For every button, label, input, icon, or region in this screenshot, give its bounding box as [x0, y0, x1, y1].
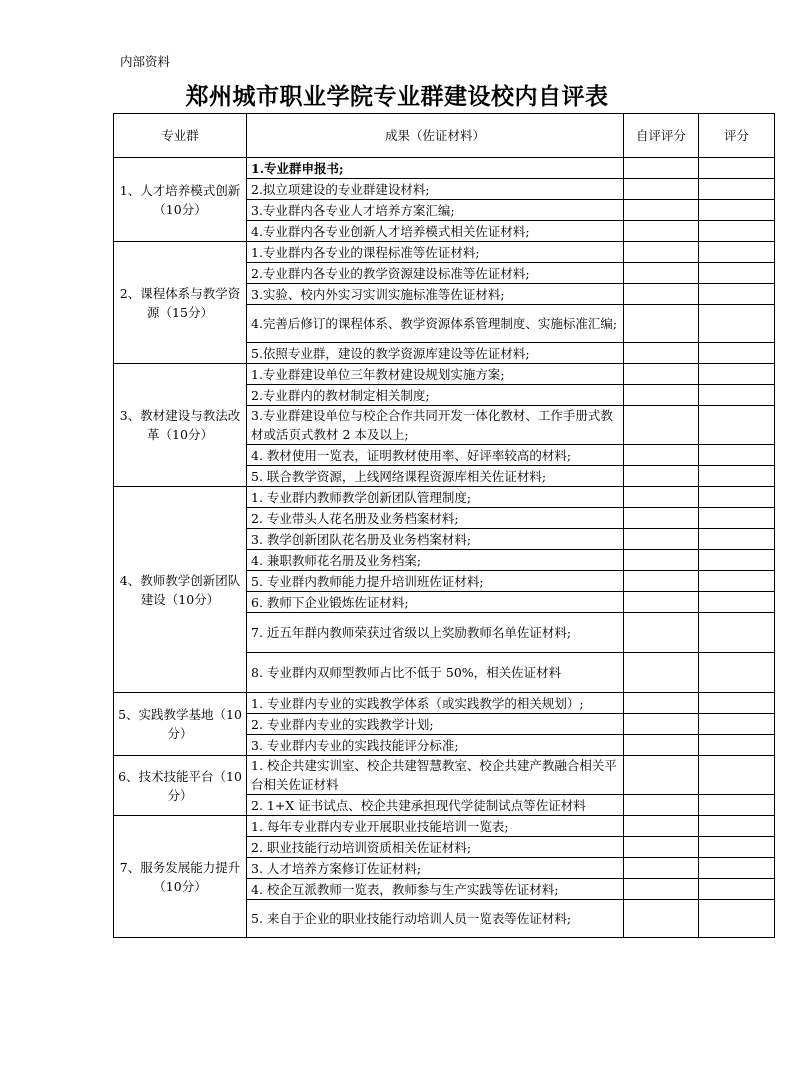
- evidence-item: 1. 每年专业群内专业开展职业技能培训一览表;: [247, 816, 624, 837]
- score-cell[interactable]: [699, 445, 775, 466]
- score-cell[interactable]: [699, 508, 775, 529]
- evidence-item: 1. 校企共建实训室、校企共建智慧教室、校企共建产教融合相关平台相关佐证材料: [247, 756, 624, 795]
- table-row: [114, 242, 775, 263]
- score-cell[interactable]: [699, 305, 775, 343]
- score-cell[interactable]: [699, 795, 775, 816]
- self-score-cell[interactable]: [624, 445, 699, 466]
- score-cell[interactable]: [699, 364, 775, 385]
- evidence-item: 5. 联合教学资源，上线网络课程资源库相关佐证材料;: [247, 466, 624, 487]
- evidence-item: 6. 教师下企业锻炼佐证材料;: [247, 592, 624, 613]
- category-cell: [114, 693, 247, 756]
- self-evaluation-table: [113, 113, 775, 938]
- self-score-cell[interactable]: [624, 179, 699, 200]
- score-cell[interactable]: [699, 735, 775, 756]
- evidence-item: 4. 教材使用一览表，证明教材使用率、好评率较高的材料;: [247, 445, 624, 466]
- self-score-cell[interactable]: [624, 343, 699, 364]
- score-cell[interactable]: [699, 816, 775, 837]
- category-cell: [114, 242, 247, 364]
- header-results: 成果（佐证材料）: [247, 114, 624, 158]
- self-score-cell[interactable]: [624, 529, 699, 550]
- header-self-score: 自评评分: [624, 114, 699, 158]
- self-score-cell[interactable]: [624, 487, 699, 508]
- table-row: [114, 816, 775, 837]
- table-row: [114, 487, 775, 508]
- category-cell: [114, 816, 247, 938]
- table-row: [114, 693, 775, 714]
- score-cell[interactable]: [699, 613, 775, 653]
- score-cell[interactable]: [699, 487, 775, 508]
- evidence-item: 4.完善后修订的课程体系、教学资源体系管理制度、实施标准汇编;: [247, 305, 624, 343]
- evidence-item: 2. 职业技能行动培训资质相关佐证材料;: [247, 837, 624, 858]
- score-cell[interactable]: [699, 263, 775, 284]
- header-row: [114, 114, 775, 158]
- self-score-cell[interactable]: [624, 508, 699, 529]
- score-cell[interactable]: [699, 466, 775, 487]
- evidence-item: 1.专业群申报书;: [247, 158, 624, 179]
- header-score: 评分: [699, 114, 775, 158]
- self-score-cell[interactable]: [624, 466, 699, 487]
- score-cell[interactable]: [699, 858, 775, 879]
- category-cell: [114, 756, 247, 816]
- score-cell[interactable]: [699, 200, 775, 221]
- evidence-item: 5.依照专业群，建设的教学资源库建设等佐证材料;: [247, 343, 624, 364]
- self-score-cell[interactable]: [624, 364, 699, 385]
- score-cell[interactable]: [699, 837, 775, 858]
- score-cell[interactable]: [699, 714, 775, 735]
- evidence-item: 2.拟立项建设的专业群建设材料;: [247, 179, 624, 200]
- evidence-item: 3. 人才培养方案修订佐证材料;: [247, 858, 624, 879]
- evidence-item: 3.专业群内各专业人才培养方案汇编;: [247, 200, 624, 221]
- evidence-item: 2. 专业群内专业的实践教学计划;: [247, 714, 624, 735]
- score-cell[interactable]: [699, 550, 775, 571]
- self-score-cell[interactable]: [624, 592, 699, 613]
- score-cell[interactable]: [699, 242, 775, 263]
- self-score-cell[interactable]: [624, 305, 699, 343]
- evidence-item: 1.专业群内各专业的课程标准等佐证材料;: [247, 242, 624, 263]
- self-score-cell[interactable]: [624, 221, 699, 242]
- evidence-item: 1. 专业群内教师教学创新团队管理制度;: [247, 487, 624, 508]
- self-score-cell[interactable]: [624, 735, 699, 756]
- self-score-cell[interactable]: [624, 879, 699, 900]
- category-label: 7、服务发展能力提升（10分）: [119, 859, 241, 894]
- evidence-item: 3. 教学创新团队花名册及业务档案材料;: [247, 529, 624, 550]
- self-score-cell[interactable]: [624, 756, 699, 795]
- header-group: 专业群: [114, 114, 247, 158]
- self-score-cell[interactable]: [624, 284, 699, 305]
- evidence-item: 2.专业群内各专业的教学资源建设标准等佐证材料;: [247, 263, 624, 284]
- category-label: 5、实践教学基地（10分）: [118, 707, 242, 741]
- score-cell[interactable]: [699, 158, 775, 179]
- score-cell[interactable]: [699, 529, 775, 550]
- score-cell[interactable]: [699, 592, 775, 613]
- self-score-cell[interactable]: [624, 653, 699, 693]
- table-body: [114, 158, 775, 938]
- evidence-item: 1. 专业群内专业的实践教学体系（或实践教学的相关规划）;: [247, 693, 624, 714]
- score-cell[interactable]: [699, 406, 775, 445]
- self-score-cell[interactable]: [624, 242, 699, 263]
- evidence-item: 4.专业群内各专业创新人才培养模式相关佐证材料;: [247, 221, 624, 242]
- score-cell[interactable]: [699, 179, 775, 200]
- evidence-item: 8. 专业群内双师型教师占比不低于 50%，相关佐证材料: [247, 653, 624, 693]
- score-cell[interactable]: [699, 571, 775, 592]
- evidence-item: 7. 近五年群内教师荣获过省级以上奖励教师名单佐证材料;: [247, 613, 624, 653]
- self-score-cell[interactable]: [624, 714, 699, 735]
- table-row: [114, 756, 775, 795]
- self-score-cell[interactable]: [624, 385, 699, 406]
- evidence-item: 3.专业群建设单位与校企合作共同开发一体化教材、工作手册式教材或活页式教材 2 本及以上;: [247, 406, 624, 445]
- category-label: 3、教材建设与教法改革（10分）: [119, 408, 241, 442]
- self-score-cell[interactable]: [624, 263, 699, 284]
- evidence-item: 3. 专业群内专业的实践技能评分标准;: [247, 735, 624, 756]
- evidence-item: 5. 来自于企业的职业技能行动培训人员一览表等佐证材料;: [247, 900, 624, 938]
- table-row: [114, 364, 775, 385]
- self-score-cell[interactable]: [624, 613, 699, 653]
- category-label: 4、教师教学创新团队建设（10分）: [119, 572, 241, 607]
- score-cell[interactable]: [699, 653, 775, 693]
- score-cell[interactable]: [699, 385, 775, 406]
- self-score-cell[interactable]: [624, 858, 699, 879]
- self-score-cell[interactable]: [624, 795, 699, 816]
- evidence-item: 3.实验、校内外实习实训实施标准等佐证材料;: [247, 284, 624, 305]
- score-cell[interactable]: [699, 879, 775, 900]
- self-score-cell[interactable]: [624, 571, 699, 592]
- category-cell: [114, 158, 247, 242]
- category-cell: [114, 364, 247, 487]
- score-cell[interactable]: [699, 900, 775, 938]
- evidence-item: 1.专业群建设单位三年教材建设规划实施方案;: [247, 364, 624, 385]
- score-cell[interactable]: [699, 343, 775, 364]
- evidence-item: 2. 1+X 证书试点、校企共建承担现代学徒制试点等佐证材料: [247, 795, 624, 816]
- score-cell[interactable]: [699, 756, 775, 795]
- internal-note: 内部资料: [120, 54, 171, 69]
- score-cell[interactable]: [699, 284, 775, 305]
- evidence-item: 5. 专业群内教师能力提升培训班佐证材料;: [247, 571, 624, 592]
- evidence-item: 2. 专业带头人花名册及业务档案材料;: [247, 508, 624, 529]
- evidence-item: 2.专业群内的教材制定相关制度;: [247, 385, 624, 406]
- evidence-item: 4. 兼职教师花名册及业务档案;: [247, 550, 624, 571]
- self-score-cell[interactable]: [624, 158, 699, 179]
- self-score-cell[interactable]: [624, 837, 699, 858]
- self-score-cell[interactable]: [624, 550, 699, 571]
- self-score-cell[interactable]: [624, 816, 699, 837]
- self-score-cell[interactable]: [624, 406, 699, 445]
- score-cell[interactable]: [699, 693, 775, 714]
- self-score-cell[interactable]: [624, 693, 699, 714]
- self-score-cell[interactable]: [624, 200, 699, 221]
- category-label: 6、技术技能平台（10分）: [118, 768, 242, 803]
- category-label: 2、课程体系与教学资源（15分）: [119, 285, 241, 320]
- document-title: 郑州城市职业学院专业群建设校内自评表: [185, 84, 609, 110]
- evidence-item: 4. 校企互派教师一览表，教师参与生产实践等佐证材料;: [247, 879, 624, 900]
- self-score-cell[interactable]: [624, 900, 699, 938]
- score-cell[interactable]: [699, 221, 775, 242]
- table-row: [114, 158, 775, 179]
- category-label: 1、人才培养模式创新（10分）: [119, 182, 241, 217]
- category-cell: [114, 487, 247, 693]
